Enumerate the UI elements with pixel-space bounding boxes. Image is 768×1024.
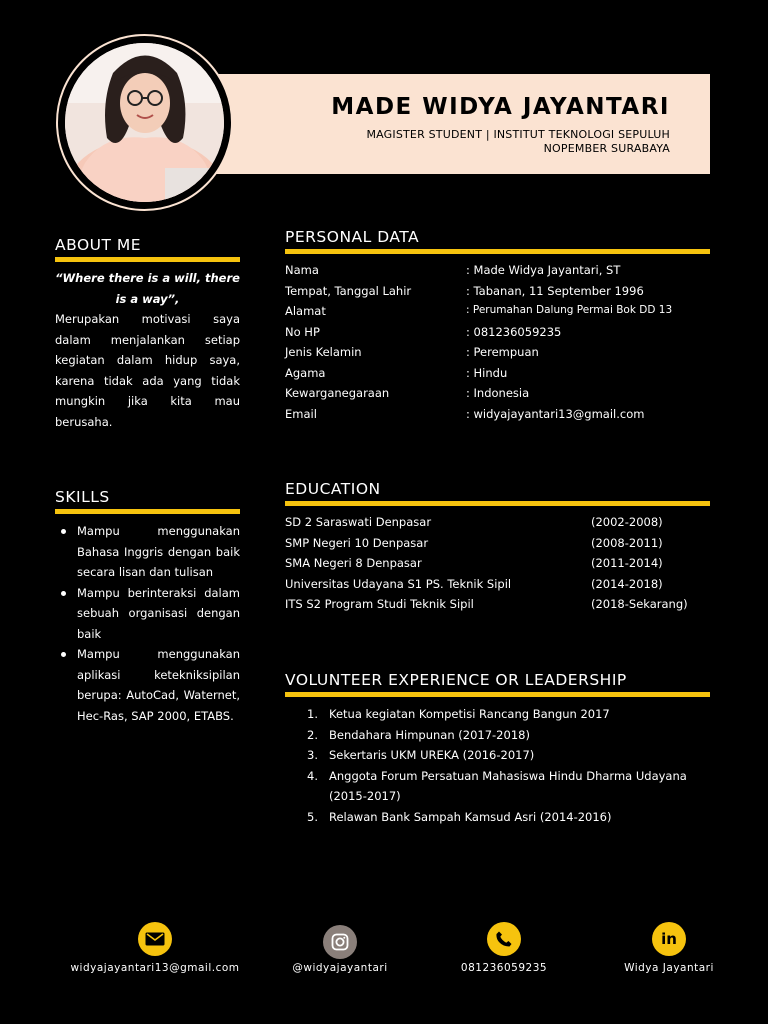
personal-row — [285, 345, 710, 365]
education-underline — [285, 501, 710, 506]
volunteer-text: Relawan Bank Sampah Kamsud Asri (2014-2016) — [329, 809, 612, 824]
personal-label: Kewarganegaraan — [285, 386, 390, 400]
personal-data-title: PERSONAL DATA — [285, 228, 420, 246]
volunteer-item — [307, 745, 707, 766]
education-row — [285, 577, 710, 597]
about-underline — [55, 257, 240, 262]
about-quote-line2: is a way”, — [115, 291, 180, 306]
personal-value: : Tabanan, 11 September 1996 — [466, 283, 644, 298]
volunteer-item — [307, 807, 707, 828]
volunteer-item — [307, 766, 707, 807]
personal-row — [285, 284, 710, 304]
education-school: SD 2 Saraswati Denpasar — [285, 515, 432, 529]
personal-value: : 081236059235 — [466, 324, 562, 339]
personal-value: : Made Widya Jayantari, ST — [466, 263, 621, 277]
personal-data-underline — [285, 249, 710, 254]
education-years: (2002-2008) — [591, 515, 663, 529]
personal-label: Jenis Kelamin — [285, 345, 362, 359]
personal-row — [285, 407, 710, 427]
education-years: (2008-2011) — [591, 535, 663, 550]
header-banner — [205, 74, 710, 174]
phone-icon[interactable] — [487, 922, 521, 956]
education-school: Universitas Udayana S1 PS. Teknik Sipil — [285, 576, 512, 591]
job-title — [330, 128, 670, 156]
contact-linkedin[interactable]: Widya Jayantari — [624, 962, 714, 974]
personal-label: No HP — [285, 324, 320, 339]
personal-row — [285, 263, 710, 283]
personal-label: Alamat — [285, 304, 326, 318]
education-years: (2014-2018) — [591, 576, 663, 591]
about-title: ABOUT ME — [55, 236, 142, 254]
education-years: (2011-2014) — [591, 556, 663, 570]
volunteer-text: Bendahara Himpunan (2017-2018) — [329, 727, 530, 742]
volunteer-number: 3. — [307, 748, 318, 762]
skills-title: SKILLS — [55, 488, 110, 506]
personal-row — [285, 366, 710, 386]
full-name: MADE WIDYA JAYANTARI — [331, 94, 670, 120]
volunteer-text: Sekertaris UKM UREKA (2016-2017) — [329, 748, 535, 762]
linkedin-icon[interactable] — [652, 922, 686, 956]
mail-icon[interactable] — [138, 922, 172, 956]
education-years: (2018-Sekarang) — [591, 597, 688, 611]
contact-phone[interactable]: 081236059235 — [460, 962, 548, 974]
personal-row — [285, 386, 710, 406]
volunteer-number: 5. — [307, 809, 318, 824]
profile-photo-frame — [56, 34, 233, 211]
personal-value: : Indonesia — [466, 386, 530, 400]
about-section — [55, 268, 240, 432]
education-title: EDUCATION — [285, 480, 381, 498]
volunteer-number: 2. — [307, 727, 318, 742]
volunteer-underline — [285, 692, 710, 697]
volunteer-title: VOLUNTEER EXPERIENCE OR LEADERSHIP — [285, 671, 627, 689]
skills-list — [58, 521, 240, 726]
about-quote-line1: “Where there is a will, there — [55, 271, 240, 285]
personal-value: : widyajayantari13@gmail.com — [466, 406, 645, 421]
skills-underline — [55, 509, 240, 514]
personal-row — [285, 304, 710, 324]
personal-label: Email — [285, 406, 317, 421]
about-text: Merupakan motivasi saya dalam menjalankan setiap kegiatan dalam hidup saya, karena tidak ada yang tidak mungkin jika kita mau berusaha. — [55, 312, 240, 429]
skill-item: Mampu menggunakan aplikasi ketekniksipilan berupa: AutoCad, Waternet, Hec-Ras, SAP 2000, ETABS. — [58, 644, 240, 726]
education-row — [285, 515, 710, 535]
contact-email[interactable]: widyajayantari13@gmail.com — [70, 962, 240, 974]
skill-item: Mampu berinteraksi dalam sebuah organisasi dengan baik — [58, 583, 240, 645]
personal-label: Tempat, Tanggal Lahir — [285, 283, 412, 298]
volunteer-item — [307, 725, 707, 746]
personal-value: : Perempuan — [466, 345, 539, 359]
instagram-icon[interactable] — [323, 925, 357, 959]
volunteer-number: 4. — [307, 768, 318, 783]
contact-instagram[interactable]: @widyajayantari — [292, 962, 388, 974]
personal-row — [285, 325, 710, 345]
volunteer-item — [307, 704, 707, 725]
job-title-line2: NOPEMBER SURABAYA — [543, 142, 670, 155]
personal-label: Agama — [285, 365, 326, 380]
education-row — [285, 556, 710, 576]
skill-item: Mampu menggunakan Bahasa Inggris dengan baik secara lisan dan tulisan — [58, 521, 240, 583]
volunteer-text: Ketua kegiatan Kompetisi Rancang Bangun 2017 — [329, 707, 610, 721]
volunteer-text: Anggota Forum Persatuan Mahasiswa Hindu Dharma Udayana (2015-2017) — [329, 768, 687, 803]
volunteer-number: 1. — [307, 707, 318, 721]
education-school: ITS S2 Program Studi Teknik Sipil — [285, 597, 474, 611]
education-row — [285, 597, 710, 617]
profile-photo — [65, 43, 224, 202]
personal-label: Nama — [285, 263, 319, 277]
personal-value: : Perumahan Dalung Permai Bok DD 13 — [466, 304, 673, 316]
education-school: SMA Negeri 8 Denpasar — [285, 556, 422, 570]
education-row — [285, 536, 710, 556]
volunteer-list — [307, 704, 707, 827]
personal-value: : Hindu — [466, 365, 508, 380]
education-school: SMP Negeri 10 Denpasar — [285, 535, 429, 550]
job-title-line1: MAGISTER STUDENT | INSTITUT TEKNOLOGI SEPULUH — [366, 128, 670, 141]
linkedin-glyph: in — [661, 930, 677, 948]
